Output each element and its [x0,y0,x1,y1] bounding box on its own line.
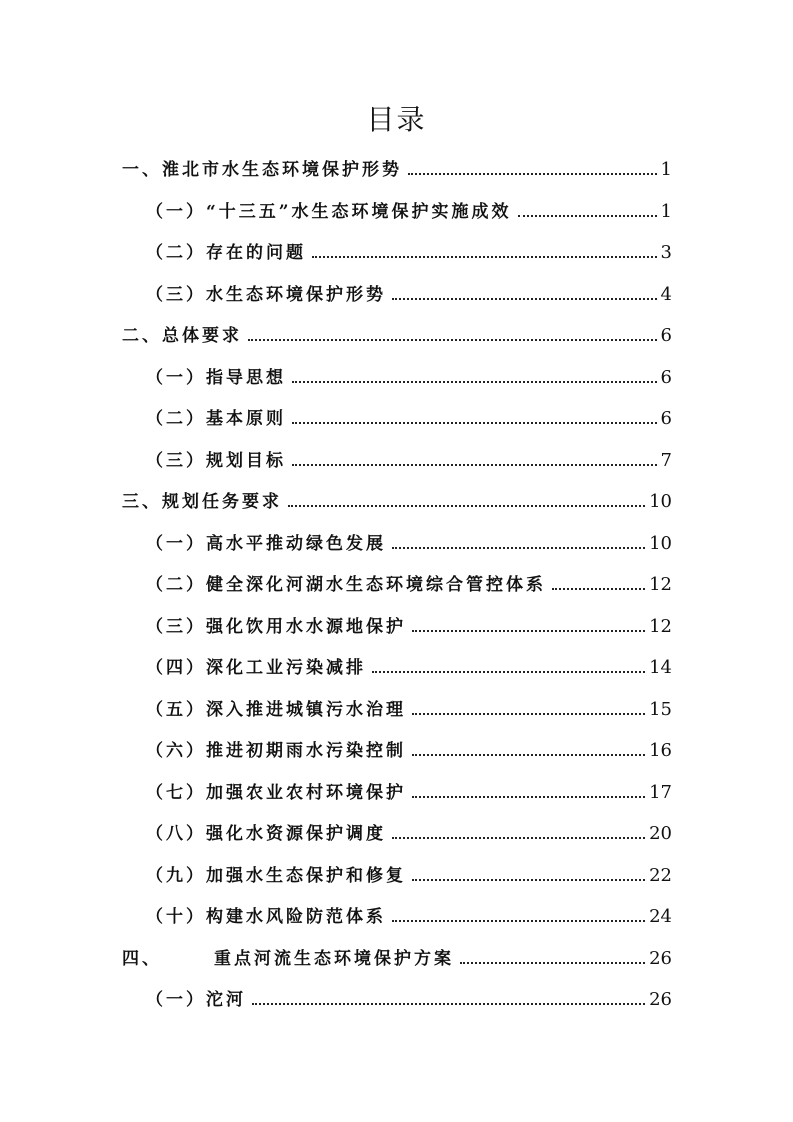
toc-entry-page: 15 [649,698,672,720]
dot-leader [412,712,645,715]
toc-entry-label: 三、规划任务要求 [122,492,282,512]
toc-entry[interactable] [146,441,672,471]
toc-entry-label: （三）规划目标 [146,450,286,471]
dot-leader [518,214,657,217]
dot-leader [412,629,645,632]
toc-entry-page: 6 [660,325,672,346]
toc-entry[interactable] [146,690,672,720]
toc-entry-page: 26 [649,947,672,969]
toc-entry-page: 26 [649,989,672,1010]
toc-entry-label: （八）强化水资源保护调度 [146,824,386,844]
dot-leader [552,587,645,590]
toc-entry-text: 重点河流生态环境保护方案 [214,948,454,969]
toc-entry-label: （五）深入推进城镇污水治理 [146,699,406,720]
toc-entry[interactable] [122,150,672,180]
toc-entry-page: 12 [649,574,672,595]
dot-leader [392,919,645,922]
toc-entry[interactable] [146,731,672,761]
toc-entry-page: 10 [649,491,672,512]
toc-entry-page: 12 [649,615,672,637]
toc-entry[interactable] [146,773,672,803]
dot-leader [412,878,645,881]
toc-entry[interactable] [146,648,672,678]
toc-entry-label: 一、淮北市水生态环境保护形势 [122,160,402,180]
dot-leader [292,380,657,383]
toc-entry[interactable] [146,897,672,927]
toc-entry-page: 20 [649,823,672,844]
toc-entry-page: 6 [660,366,672,388]
toc-entry-label: （三）水生态环境保护形势 [146,284,386,305]
dot-leader [292,463,657,466]
toc-entry[interactable] [146,980,672,1010]
toc-entry-page: 7 [660,449,672,471]
dot-leader [412,753,645,756]
dot-leader [460,961,645,964]
toc-entry-page: 3 [660,242,672,263]
dot-leader [292,421,657,424]
toc-entry-label [122,944,454,969]
toc-entry-page: 1 [660,200,672,222]
toc-entry-label: （六）推进初期雨水污染控制 [146,741,406,761]
toc-entry-page: 16 [649,740,672,761]
toc-entry-page: 14 [649,657,672,678]
toc-entry[interactable] [122,316,672,346]
dot-leader [248,338,657,341]
dot-leader [312,255,657,258]
toc-entry[interactable] [122,482,672,512]
toc-entry-label: （一）指导思想 [146,367,286,388]
toc-entry[interactable] [146,192,672,222]
toc-entry[interactable] [146,565,672,595]
toc-entry-number: 四、 [122,948,162,969]
dot-leader [412,795,645,798]
toc-entry[interactable] [122,939,672,969]
toc-entry-page: 1 [660,159,672,180]
dot-leader [392,546,645,549]
toc-entry[interactable] [146,814,672,844]
toc-entry[interactable] [146,524,672,554]
toc-entry-page: 22 [649,864,672,886]
toc-entry-label: （一）高水平推动绿色发展 [146,533,386,554]
toc-entry-label: （三）强化饮用水水源地保护 [146,616,406,637]
dot-leader [252,1002,645,1005]
toc-entry-label: 二、总体要求 [122,326,242,346]
toc-entry-page: 4 [660,283,672,305]
dot-leader [392,836,645,839]
toc-entry[interactable] [146,607,672,637]
dot-leader [392,297,657,300]
dot-leader [372,670,645,673]
toc-entry-label: （二）健全深化河湖水生态环境综合管控体系 [146,575,546,595]
toc-entry-label: （一）沱河 [146,990,246,1010]
toc-entry-label: （十）构建水风险防范体系 [146,907,386,927]
toc-entry-label: （二）存在的问题 [146,243,306,263]
page-title: 目录 [366,103,427,136]
toc-entry-label: （七）加强农业农村环境保护 [146,782,406,803]
toc-entry-label: （一）“十三五”水生态环境保护实施成效 [146,201,512,222]
toc-entry-label: （二）基本原则 [146,409,286,429]
toc-entry[interactable] [146,399,672,429]
toc-entry-page: 24 [649,906,672,927]
dot-leader [288,504,645,507]
toc-entry-page: 10 [649,532,672,554]
dot-leader [408,172,657,175]
toc-entry[interactable] [146,233,672,263]
toc-entry[interactable] [146,358,672,388]
toc-entry[interactable] [146,856,672,886]
toc-entry[interactable] [146,275,672,305]
toc-entry-page: 17 [649,781,672,803]
toc-entry-label: （九）加强水生态保护和修复 [146,865,406,886]
toc-entry-page: 6 [660,408,672,429]
toc-entry-label: （四）深化工业污染减排 [146,658,366,678]
